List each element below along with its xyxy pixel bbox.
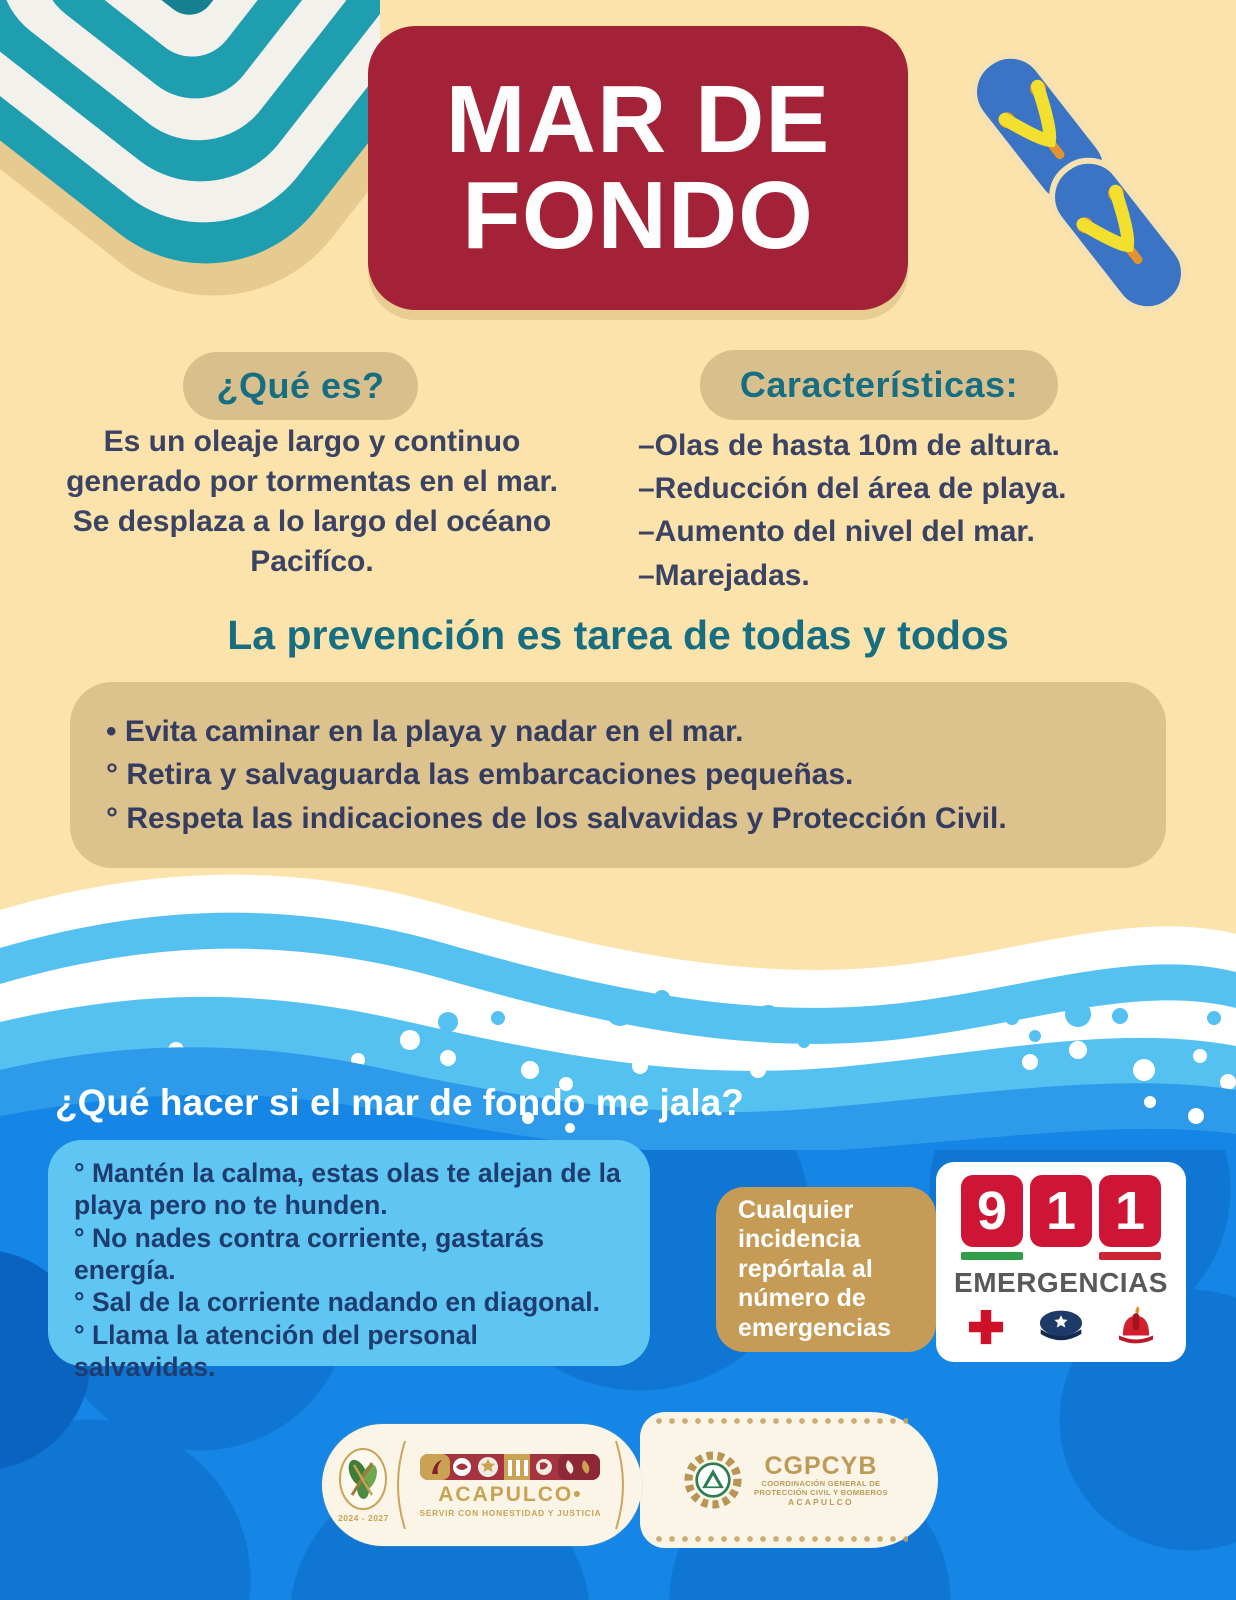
caracteristica-item: –Reducción del área de playa. bbox=[638, 472, 1067, 506]
que-hacer-heading: ¿Qué hacer si el mar de fondo me jala? bbox=[55, 1082, 744, 1123]
flag-bars bbox=[961, 1252, 1161, 1260]
prevencion-heading: La prevención es tarea de todas y todos bbox=[227, 612, 1009, 658]
tip-item: ° Llama la atención del personal salvavidas. bbox=[74, 1319, 478, 1382]
red-bar bbox=[1099, 1252, 1161, 1260]
digit-1: 1 bbox=[1030, 1175, 1092, 1247]
prevencion-item: • Evita caminar en la playa y nadar en el mar. bbox=[106, 714, 744, 748]
que-es-heading: ¿Qué es? bbox=[216, 365, 385, 406]
title-card bbox=[368, 26, 908, 310]
que-hacer-tips-box bbox=[48, 1140, 650, 1382]
prevencion-item: ° Retira y salvaguarda las embarcaciones pequeñas. bbox=[106, 758, 854, 792]
report-incident-text: Cualquier incidencia repórtala al número de emergencias bbox=[738, 1195, 891, 1342]
caracteristicas-list bbox=[638, 424, 1198, 597]
cgpcyb-line2: PROTECCIÓN CIVIL Y BOMBEROS bbox=[754, 1487, 888, 1497]
emergency-icons bbox=[936, 1305, 1186, 1349]
acapulco-emblem-block bbox=[338, 1447, 389, 1523]
acapulco-logo-pill bbox=[322, 1424, 642, 1546]
que-es-body: Es un oleaje largo y continuo generado por tormentas en el mar. Se desplaza a lo largo del océano Pacifíco. bbox=[66, 425, 558, 578]
cgpcyb-logo-pill bbox=[640, 1412, 938, 1548]
shoreline-waves bbox=[0, 870, 1236, 1170]
acapulco-slogan: SERVIR CON HONESTIDAD Y JUSTICIA bbox=[419, 1508, 602, 1518]
tip-item: ° No nades contra corriente, gastarás energía. bbox=[74, 1222, 545, 1285]
cgpcyb-acronym: CGPCYB bbox=[764, 1452, 878, 1481]
tip-item: ° Mantén la calma, estas olas te alejan de la playa pero no te hunden. bbox=[74, 1158, 621, 1221]
acapulco-oval-emblem bbox=[338, 1447, 388, 1511]
fire-helmet-icon bbox=[1115, 1305, 1157, 1349]
cgpcyb-line1: COORDINACIÓN GENERAL DE bbox=[761, 1479, 881, 1489]
emergency-digits bbox=[961, 1175, 1161, 1247]
prevencion-item: ° Respeta las indicaciones de los salvavidas y Protección Civil. bbox=[106, 801, 1007, 835]
que-es-pill bbox=[183, 352, 418, 420]
proteccion-civil-emblem bbox=[684, 1451, 742, 1509]
poster-title-line1: MAR DE bbox=[445, 66, 831, 173]
green-bar bbox=[961, 1252, 1023, 1260]
caracteristicas-heading: Características: bbox=[739, 364, 1019, 405]
administration-years: 2024 - 2027 bbox=[338, 1513, 389, 1523]
digit-1: 1 bbox=[1099, 1175, 1161, 1247]
caracteristica-item: –Aumento del nivel del mar. bbox=[638, 515, 1035, 549]
beach-umbrella-icon bbox=[0, 0, 380, 300]
poster-title-line2: FONDO bbox=[462, 162, 814, 269]
police-cap-icon bbox=[1036, 1307, 1086, 1347]
gold-trim-pattern bbox=[654, 1416, 908, 1426]
cgpcyb-text-block bbox=[754, 1452, 888, 1508]
tip-item: ° Sal de la corriente nadando en diagonal. bbox=[74, 1287, 600, 1318]
red-cross-icon bbox=[965, 1306, 1007, 1348]
acapulco-pictogram-banner bbox=[420, 1452, 600, 1482]
flip-flops-icon bbox=[940, 30, 1230, 320]
gold-trim-pattern bbox=[654, 1534, 908, 1544]
digit-9: 9 bbox=[961, 1175, 1023, 1247]
acapulco-text-block bbox=[413, 1452, 608, 1518]
divider-arc bbox=[395, 1439, 407, 1531]
divider-arc bbox=[614, 1439, 626, 1531]
caracteristica-item: –Marejadas. bbox=[638, 558, 810, 592]
cgpcyb-line3: ACAPULCO bbox=[788, 1497, 854, 1508]
caracteristicas-pill bbox=[700, 350, 1058, 420]
caracteristica-item: –Olas de hasta 10m de altura. bbox=[638, 429, 1060, 462]
report-incident-box bbox=[716, 1187, 936, 1352]
prevencion-box bbox=[70, 682, 1166, 868]
emergency-911-card bbox=[936, 1162, 1186, 1362]
emergencias-label: EMERGENCIAS bbox=[954, 1267, 1168, 1298]
acapulco-wordmark: ACAPULCO• bbox=[438, 1483, 583, 1506]
